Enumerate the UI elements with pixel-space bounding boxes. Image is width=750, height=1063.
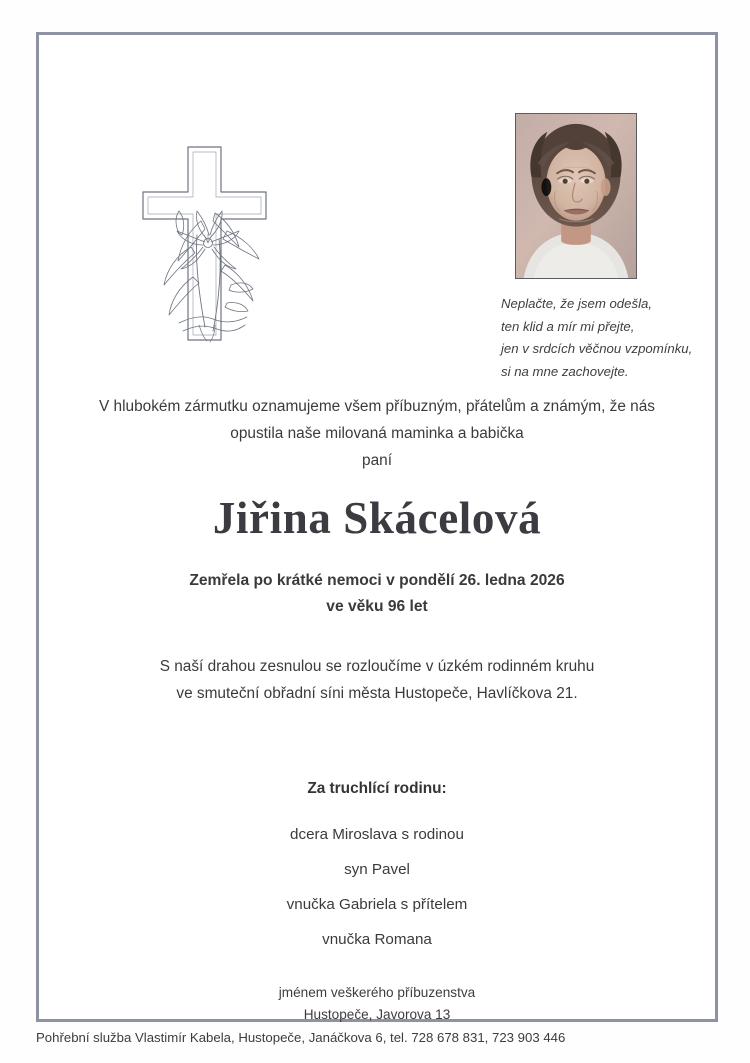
decorative-frame bbox=[36, 32, 718, 1022]
closing-line-1: jménem veškerého příbuzenstva bbox=[278, 985, 476, 1000]
verse-line-4: si na mne zachovejte. bbox=[501, 363, 629, 379]
ceremony-information bbox=[39, 653, 715, 707]
closing-text bbox=[39, 982, 715, 1026]
announcement-line-2: opustila naše milovaná maminka a babička bbox=[230, 425, 524, 442]
verse-line-3: jen v srdcích věčnou vzpomínku, bbox=[501, 341, 693, 356]
family-members-list bbox=[39, 817, 715, 957]
family-member: vnučka Romana bbox=[322, 931, 432, 948]
cross-with-lilies-icon bbox=[127, 135, 287, 350]
announcement-line-1: V hlubokém zármutku oznamujeme všem příbuzným, přátelům a známým, že nás bbox=[99, 398, 655, 415]
closing-line-2: Hustopeče, Javorova 13 bbox=[303, 1007, 451, 1022]
verse-line-1: Neplačte, že jsem odešla, bbox=[501, 296, 652, 311]
announcement-line-3: paní bbox=[362, 452, 392, 469]
funeral-service-provider: Pohřební služba Vlastimír Kabela, Hustopeče, Janáčkova 6, tel. 728 678 831, 723 903 446 bbox=[36, 1030, 566, 1045]
family-member: syn Pavel bbox=[344, 861, 410, 878]
deceased-name: Jiřina Skácelová bbox=[212, 493, 542, 543]
family-member: vnučka Gabriela s přítelem bbox=[286, 896, 468, 913]
announcement-text bbox=[39, 393, 715, 474]
frame-content bbox=[39, 35, 715, 1022]
death-date-line: Zemřela po krátké nemoci v pondělí 26. ledna 2026 bbox=[189, 572, 565, 589]
family-member: dcera Miroslava s rodinou bbox=[290, 826, 464, 843]
ceremony-line-1: S naší drahou zesnulou se rozloučíme v úzkém rodinném kruhu bbox=[159, 658, 595, 675]
family-heading: Za truchlící rodinu: bbox=[307, 780, 447, 797]
memorial-verse bbox=[501, 293, 731, 383]
verse-line-2: ten klid a mír mi přejte, bbox=[501, 318, 635, 334]
portrait-photo bbox=[515, 113, 637, 279]
death-information bbox=[39, 568, 715, 620]
ceremony-line-2: ve smuteční obřadní síni města Hustopeče, Havlíčkova 21. bbox=[176, 685, 578, 702]
death-age-line: ve věku 96 let bbox=[326, 598, 428, 615]
